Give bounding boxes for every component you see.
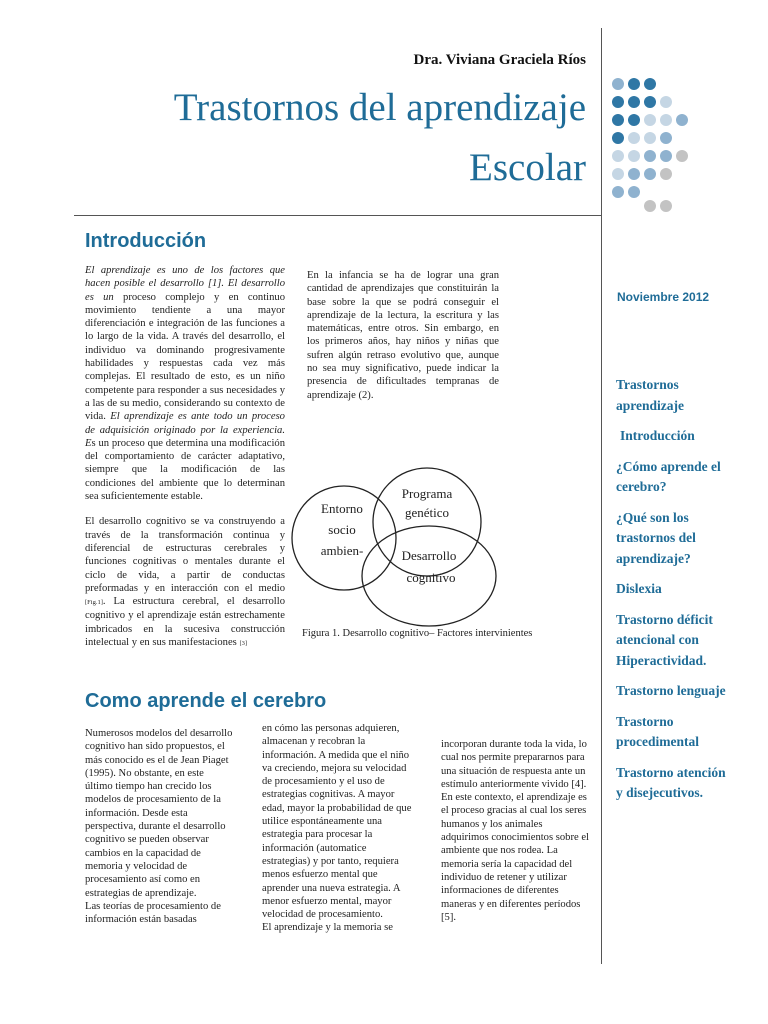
dot bbox=[612, 168, 624, 180]
label-entorno-2: socio bbox=[328, 522, 356, 537]
dot bbox=[612, 114, 624, 126]
dot bbox=[644, 96, 656, 108]
dot bbox=[628, 78, 640, 90]
cerebro-paragraph-1: Numerosos modelos del desarrollo cognitivo han sido propuestos, el más conocido es el de Jean Piaget (1995). No obstante, en este último tiempo han crecido los modelos de procesamiento de la información. Desde esta perspectiva, durante el desarrollo cognitivo se pueden observar cambios en la capacidad de memoria y velocidad de procesamiento así como en estrategias de aprendizaje. bbox=[85, 728, 233, 899]
dot bbox=[644, 114, 656, 126]
intro-paragraph-1 bbox=[85, 264, 285, 503]
label-programa-2: genético bbox=[404, 505, 450, 520]
cerebro-column-2 bbox=[262, 722, 413, 947]
dot bbox=[644, 132, 656, 144]
intro-p1-italic-c: El aprendizaje es ante todo un proceso de adquisición originado por la experiencia. E bbox=[85, 411, 285, 449]
intro-p2-text-b: . La estructura cerebral, el desarrollo cognitivo y el aprendizaje están estrechamente imbricados en la sucesiva construcción intelectual y en sus manifestaciones bbox=[85, 596, 285, 649]
toc-item-que-son[interactable]: ¿Qué son los trastornos del aprendizaje? bbox=[616, 509, 696, 566]
dot bbox=[628, 114, 640, 126]
intro-heading: Introducción bbox=[85, 230, 207, 252]
intro-paragraph-3: En la infancia se ha de lograr una gran cantidad de aprendizajes que constituirán la base sobre la que se podrá conseguir el aprendizaje de la lectura, la escritura y las matemáticas, entre otros. Sin embargo, en los primeros años, hay niños y niñas que sufren algún retraso evolutivo que, aunque no sea muy significativo, puede indicar la presencia de dificultades tempranas de aprendizaje (2). bbox=[307, 270, 499, 401]
cerebro-column-3 bbox=[441, 738, 589, 936]
dot bbox=[612, 186, 624, 198]
dot bbox=[628, 150, 640, 162]
intro-p1-italic-a: El aprendizaje es uno de los factores que hacen posible el desarrollo [1]. El desarrollo es un bbox=[85, 265, 285, 303]
toc-item-procedimental[interactable]: Trastorno procedimental bbox=[616, 713, 699, 749]
dot bbox=[628, 132, 640, 144]
cerebro-heading: Como aprende el cerebro bbox=[85, 690, 327, 712]
dot bbox=[628, 96, 640, 108]
dot bbox=[660, 168, 672, 180]
cerebro-paragraph-3: incorporan durante toda la vida, lo cual nos permite prepararnos para una situación de respuesta ante un estímulo anteriormente vivido [4]. En este contexto, el aprendizaje es el proceso gracias al cual los seres humanos y los animales adquirimos conocimientos sobre el ambiente que nos rodea. La memoria sería la capacidad del individuo de retener y utilizar informaciones de diferentes maneras y en diferentes períodos [5]. bbox=[441, 739, 589, 923]
toc-item-atencion[interactable]: Trastorno atención y disejecutivos. bbox=[616, 764, 726, 800]
dot bbox=[612, 132, 624, 144]
dot bbox=[660, 150, 672, 162]
dot bbox=[644, 168, 656, 180]
dot bbox=[644, 150, 656, 162]
figure-caption: Figura 1. Desarrollo cognitivo– Factores intervinientes bbox=[302, 628, 533, 639]
toc-item-tdah[interactable]: Trastorno déficit atencional con Hiperactividad. bbox=[616, 611, 713, 668]
cerebro-column-1 bbox=[85, 727, 234, 938]
intro-p1-text-d: s un proceso que determina una modificación del comportamiento de carácter adaptativo, siempre que la modificación de las condiciones del ambiente que lo determinan sea suficientemente estable. bbox=[85, 437, 285, 503]
dot bbox=[628, 186, 640, 198]
dot bbox=[676, 150, 688, 162]
toc-item-como-aprende[interactable]: ¿Cómo aprende el cerebro? bbox=[616, 458, 721, 494]
dot bbox=[612, 96, 624, 108]
cerebro-paragraph-1b: Las teorías de procesamiento de información están basadas bbox=[85, 900, 221, 926]
cerebro-paragraph-2: en cómo las personas adquieren, almacenan y recobran la información. A medida que el niño va creciendo, mejora su velocidad de procesamiento y el uso de estrategias cognitivas. A mayor edad, mayor la probabilidad de que utilice espontáneamente una estrategia para procesar la información (automatice estrategias) y por tanto, requiera menos esfuerzo mental que aprender una nueva estrategia. A menor esfuerzo mental, mayor velocidad de procesamiento. bbox=[262, 723, 412, 921]
figure-reference: [Fig.1] bbox=[85, 599, 103, 607]
dot bbox=[644, 200, 656, 212]
sidebar-toc bbox=[616, 375, 726, 814]
dot bbox=[644, 78, 656, 90]
intro-paragraph-2 bbox=[85, 515, 285, 650]
intro-p2-text-a: El desarrollo cognitivo se va construyendo a través de la transformación continua y diferencial de estructuras cerebrales y funciones cognitivas o mentales durante el ciclo de vida, a partir de conductas preformadas y en interacción con el medio bbox=[85, 516, 285, 594]
title-line-2: Escolar bbox=[469, 146, 586, 189]
toc-item-introduccion[interactable]: Introducción bbox=[620, 428, 695, 443]
label-desarrollo-2: cognitivo bbox=[406, 570, 456, 585]
label-entorno-1: Entorno bbox=[321, 501, 363, 516]
issue-date: Noviembre 2012 bbox=[617, 290, 710, 304]
label-programa-1: Programa bbox=[401, 486, 453, 501]
intro-p1-text-b: proceso complejo y en continuo movimiento tendiente a una mayor diferenciación e integración de las funciones a lo largo de la vida. A través del desarrollo, el individuo va dominando progresivamente habilidades y respuestas cada vez más complejas. El resultado de esto, es un niño competente para responder a sus necesidades y a las de su medio, considerando su contexto de vida. bbox=[85, 291, 285, 423]
cerebro-paragraph-2b: El aprendizaje y la memoria se bbox=[262, 922, 393, 934]
label-entorno-3: ambien- bbox=[320, 543, 364, 558]
intro-column-2 bbox=[307, 269, 499, 414]
dot bbox=[676, 114, 688, 126]
title-line-1: Trastornos del aprendizaje bbox=[173, 86, 586, 129]
dot bbox=[660, 114, 672, 126]
decorative-dot-pattern bbox=[610, 78, 694, 212]
dot bbox=[612, 150, 624, 162]
header-divider bbox=[74, 215, 602, 216]
dot bbox=[628, 168, 640, 180]
intro-column-1 bbox=[85, 264, 285, 662]
dot bbox=[660, 132, 672, 144]
dot bbox=[660, 96, 672, 108]
author-name: Dra. Viviana Graciela Ríos bbox=[413, 52, 586, 68]
toc-item-dislexia[interactable]: Dislexia bbox=[616, 581, 662, 596]
toc-item-lenguaje[interactable]: Trastorno lenguaje bbox=[616, 683, 726, 698]
venn-diagram bbox=[288, 464, 512, 628]
citation-reference: [3] bbox=[239, 640, 248, 648]
dot bbox=[660, 200, 672, 212]
toc-item-trastornos[interactable]: Trastornos aprendizaje bbox=[616, 377, 684, 413]
label-desarrollo-1: Desarrollo bbox=[401, 548, 457, 563]
dot bbox=[612, 78, 624, 90]
sidebar-divider bbox=[601, 28, 602, 964]
